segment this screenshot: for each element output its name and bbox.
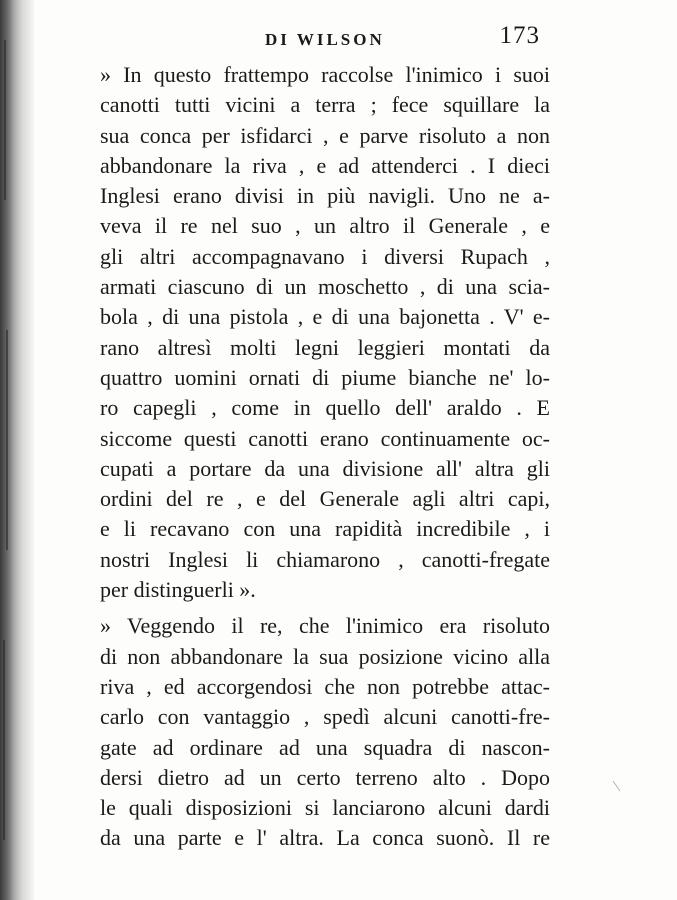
text-line: Inglesi erano divisi in più navigli. Uno ne a- xyxy=(100,183,550,209)
text-line: carlo con vantaggio , spedì alcuni canotti-fre- xyxy=(100,704,550,730)
book-spine-shadow xyxy=(0,0,34,900)
text-line: per distinguerli ». xyxy=(100,577,256,603)
text-line: abbandonare la riva , e ad attenderci . I dieci xyxy=(100,152,550,178)
text-line: da una parte e l' altra. La conca suonò. Il re xyxy=(100,825,550,851)
page-number: 173 xyxy=(499,22,540,49)
text-line: le quali disposizioni si lanciarono alcuni dardi xyxy=(100,795,550,821)
text-line: nostri Inglesi li chiamarono , canotti-fregate xyxy=(100,546,550,572)
text-line: rano altresì molti legni leggieri montati da xyxy=(100,334,550,360)
spine-streak xyxy=(6,330,8,550)
text-line: sua conca per isfidarci , e parve risoluto a non xyxy=(100,122,550,148)
text-line: ordini del re , e del Generale agli altri capi, xyxy=(100,486,550,512)
text-line: veva il re nel suo , un altro il Generale , e xyxy=(100,213,550,239)
text-line: cupati a portare da una divisione all' altra gli xyxy=(100,455,550,481)
text-line: gli altri accompagnavano i diversi Rupach , xyxy=(100,243,550,269)
page-header xyxy=(100,22,560,62)
text-line: di non abbandonare la sua posizione vicino alla xyxy=(100,643,550,669)
text-line: siccome questi canotti erano continuamente oc- xyxy=(100,425,550,451)
text-line: » Veggendo il re, che l'inimico era risoluto xyxy=(100,613,550,639)
body-text xyxy=(100,60,550,854)
paper-speck xyxy=(613,781,621,791)
paragraph-2 xyxy=(100,611,550,853)
text-line: canotti tutti vicini a terra ; fece squillare la xyxy=(100,92,550,118)
text-line: e li recavano con una rapidità incredibile , i xyxy=(100,516,550,542)
text-line: riva , ed accorgendosi che non potrebbe attac- xyxy=(100,673,550,699)
paragraph-1 xyxy=(100,60,550,605)
text-line: » In questo frattempo raccolse l'inimico i suoi xyxy=(100,62,550,87)
text-line: dersi dietro ad un certo terreno alto . Dopo xyxy=(100,764,550,790)
spine-streak xyxy=(3,640,5,840)
spine-streak xyxy=(4,40,6,200)
running-head: DI WILSON xyxy=(265,30,385,49)
text-line: quattro uomini ornati di piume bianche ne' lo- xyxy=(100,364,550,390)
text-line: gate ad ordinare ad una squadra di nascon- xyxy=(100,734,550,760)
text-line: bola , di una pistola , e di una bajonetta . V' e- xyxy=(100,304,550,330)
text-line: ro capegli , come in quello dell' araldo . E xyxy=(100,395,550,421)
text-line: armati ciascuno di un moschetto , di una scia- xyxy=(100,274,550,300)
